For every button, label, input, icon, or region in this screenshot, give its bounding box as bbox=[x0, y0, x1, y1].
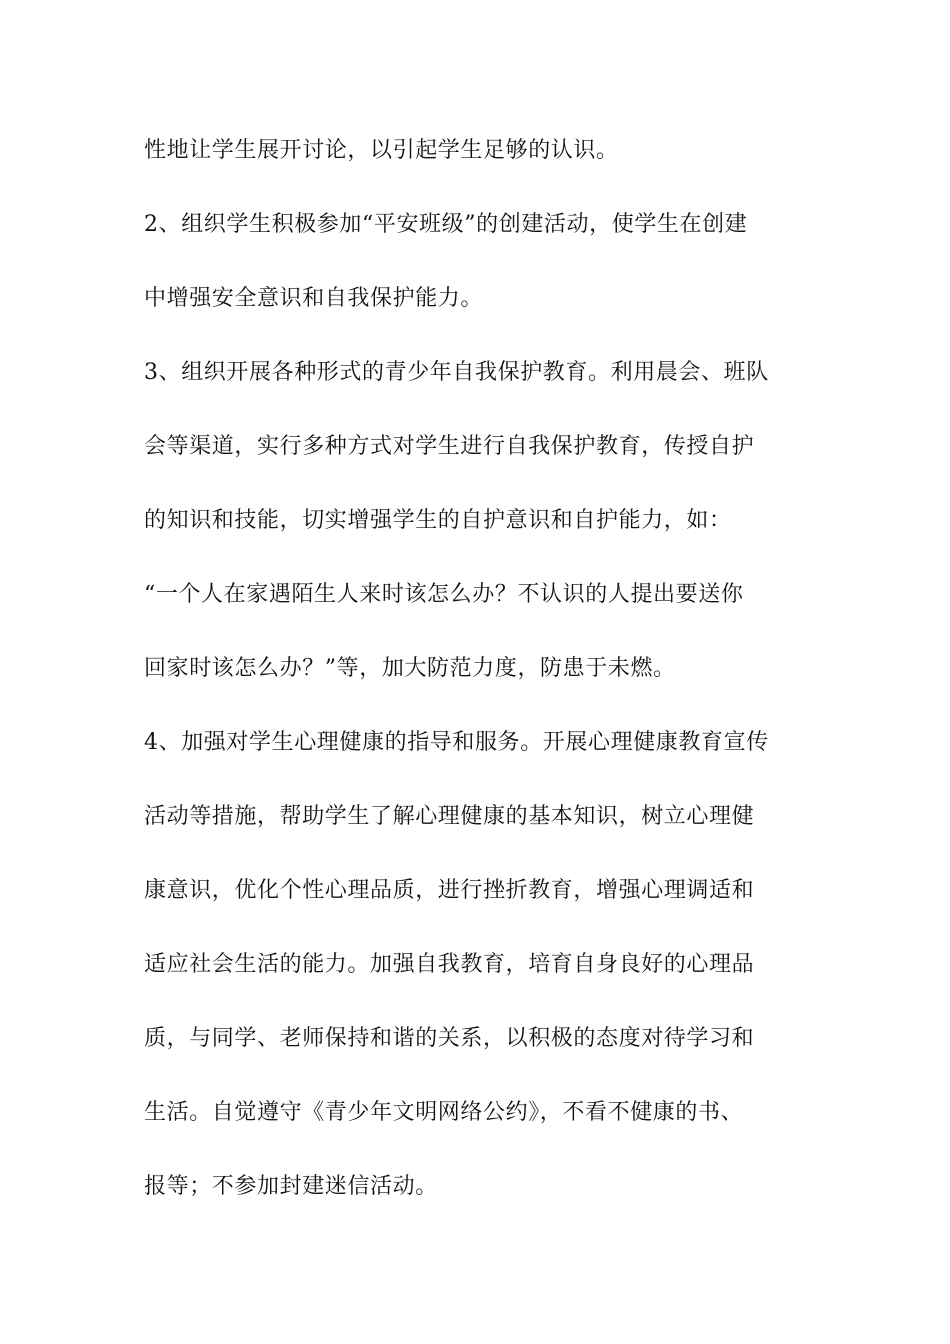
text-line: 性地让学生展开讨论，以引起学生足够的认识。 bbox=[144, 138, 619, 163]
text-line: 质，与同学、老师保持和谐的关系，以积极的态度对待学习和 bbox=[144, 1026, 755, 1051]
text-line: 的知识和技能，切实增强学生的自护意识和自护能力，如： bbox=[144, 508, 732, 533]
text-line: 适应社会生活的能力。加强自我教育，培育自身良好的心理品 bbox=[144, 952, 755, 977]
text-line: 回家时该怎么办？”等，加大防范力度，防患于未燃。 bbox=[144, 656, 676, 681]
text-line: “一个人在家遇陌生人来时该怎么办？不认识的人提出要送你 bbox=[144, 582, 744, 607]
text-line: 会等渠道，实行多种方式对学生进行自我保护教育，传授自护 bbox=[144, 434, 755, 459]
text-line: 生活。自觉遵守《青少年文明网络公约》，不看不健康的书、 bbox=[144, 1100, 744, 1125]
text-line: 2、组织学生积极参加“平安班级”的创建活动，使学生在创建 bbox=[144, 212, 748, 237]
text-line: 活动等措施，帮助学生了解心理健康的基本知识，树立心理健 bbox=[144, 804, 755, 829]
text-line: 3、组织开展各种形式的青少年自我保护教育。利用晨会、班队 bbox=[144, 360, 769, 385]
text-line: 4、加强对学生心理健康的指导和服务。开展心理健康教育宣传 bbox=[144, 730, 769, 755]
text-line: 中增强安全意识和自我保护能力。 bbox=[144, 286, 484, 311]
text-line: 报等；不参加封建迷信活动。 bbox=[144, 1174, 438, 1199]
text-line: 康意识，优化个性心理品质，进行挫折教育，增强心理调适和 bbox=[144, 878, 755, 903]
